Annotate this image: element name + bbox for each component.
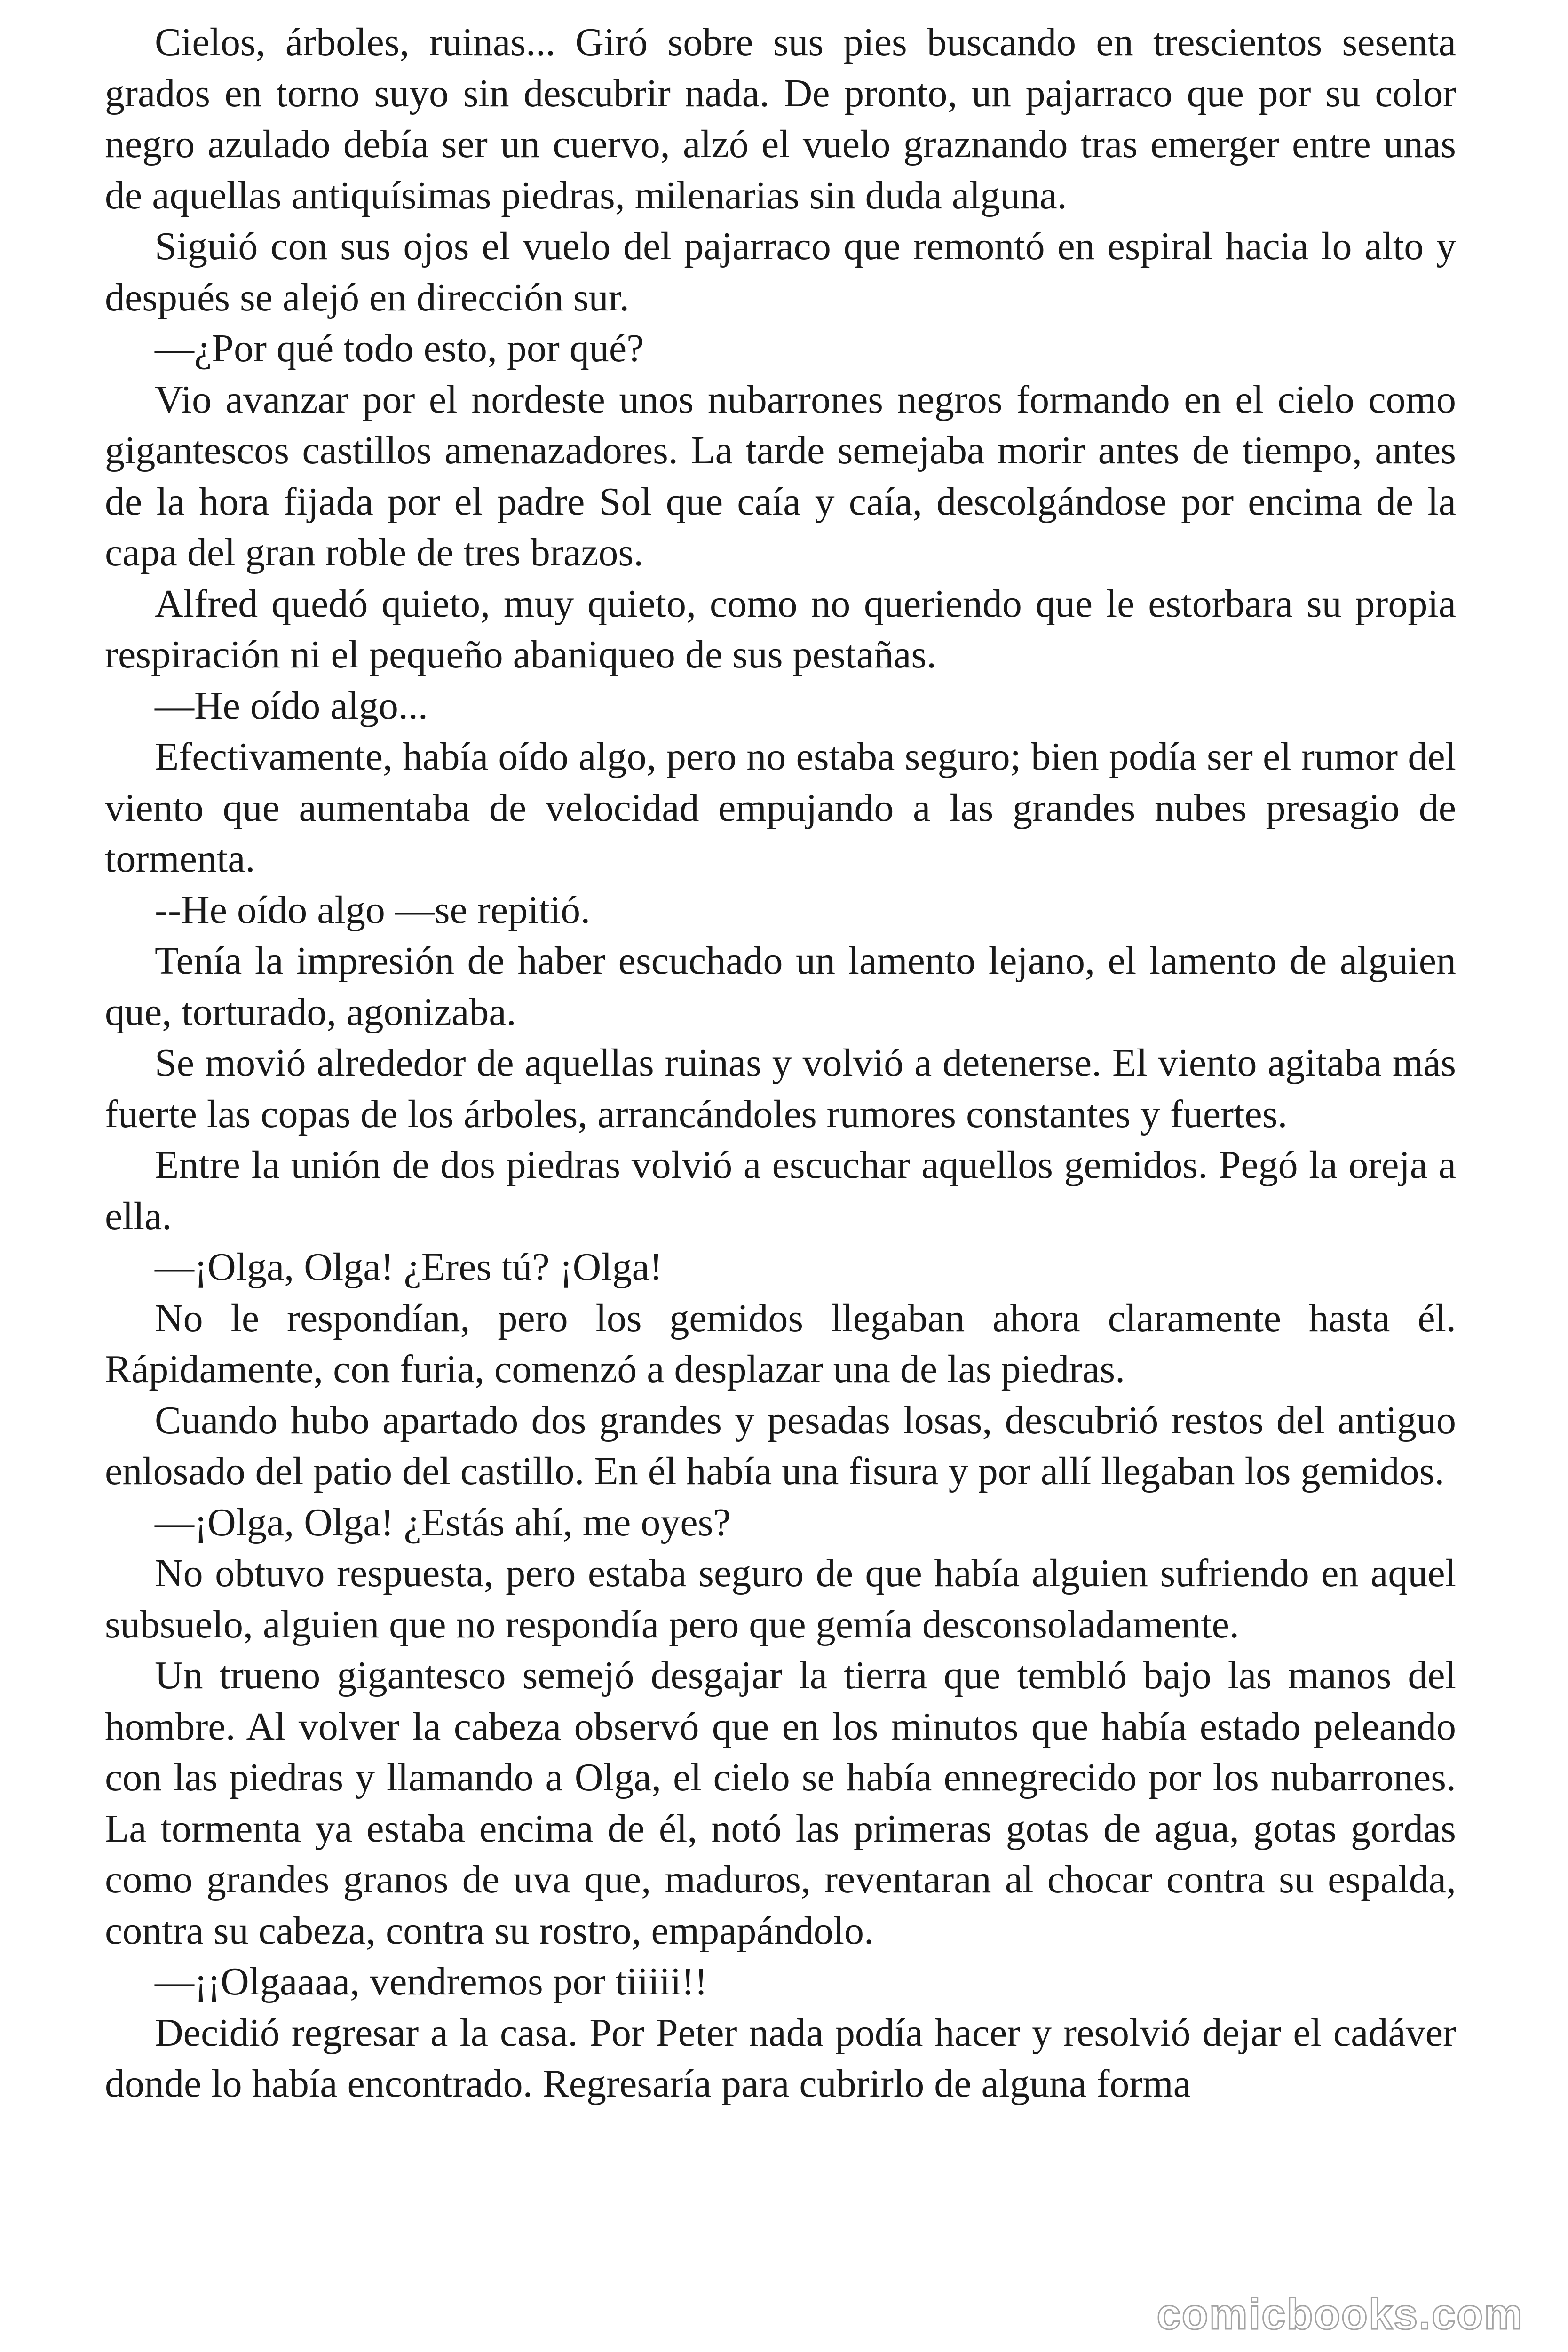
dialogue-line: —¡¡Olgaaaa, vendremos por tiiiii!! (155, 1960, 708, 2003)
page-text-body (105, 17, 1456, 2110)
paragraph: Alfred quedó quieto, muy quieto, como no queriendo que le estorbara su propia respiración ni el pequeño abaniqueo de sus pestañas. (105, 581, 1456, 676)
paragraph: Entre la unión de dos piedras volvió a escuchar aquellos gemidos. Pegó la oreja a ella. (105, 1143, 1456, 1238)
dialogue-line: —He oído algo... (155, 683, 428, 728)
paragraph: Vio avanzar por el nordeste unos nubarrones negros formando en el cielo como gigantescos castillos amenazadores. La tarde semejaba morir antes de tiempo, antes de la hora fijada por el padre Sol que caía y caía, descolgándose por encima de la capa del gran roble de tres brazos. (105, 377, 1456, 574)
dialogue-line: —¡Olga, Olga! ¿Eres tú? ¡Olga! (155, 1245, 663, 1289)
paragraph: Un trueno gigantesco semejó desgajar la tierra que tembló bajo las manos del hombre. Al volver la cabeza observó que en los minutos que había estado peleando con las piedras y llamando a Olga, el cielo se había ennegrecido por los nubarrones. La tormenta ya estaba encima de él, notó las primeras gotas de agua, gotas gordas como grandes granos de uva que, maduros, reventaran al chocar contra su espalda, contra su cabeza, contra su rostro, empapándolo. (105, 1653, 1456, 1953)
dialogue-line: --He oído algo —se repitió. (155, 888, 591, 932)
dialogue-line: —¿Por qué todo esto, por qué? (155, 326, 644, 370)
paragraph: Efectivamente, había oído algo, pero no estaba seguro; bien podía ser el rumor del viento que aumentaba de velocidad empujando a las grandes nubes presagio de tormenta. (105, 735, 1456, 881)
watermark-logo: comicbooks.com (1156, 2290, 1523, 2338)
dialogue-line: —¡Olga, Olga! ¿Estás ahí, me oyes? (155, 1500, 731, 1544)
paragraph: No obtuvo respuesta, pero estaba seguro de que había alguien sufriendo en aquel subsuelo, alguien que no respondía pero que gemía desconsoladamente. (105, 1551, 1456, 1646)
paragraph: Tenía la impresión de haber escuchado un lamento lejano, el lamento de alguien que, torturado, agonizaba. (105, 939, 1456, 1034)
paragraph: Siguió con sus ojos el vuelo del pajarraco que remontó en espiral hacia lo alto y después se alejó en dirección sur. (105, 224, 1456, 319)
paragraph: Cielos, árboles, ruinas... Giró sobre sus pies buscando en trescientos sesenta grados en torno suyo sin descubrir nada. De pronto, un pajarraco que por su color negro azulado debía ser un cuervo, alzó el vuelo graznando tras emerger entre unas de aquellas antiquísimas piedras, milenarias sin duda alguna. (105, 20, 1456, 217)
paragraph: Cuando hubo apartado dos grandes y pesadas losas, descubrió restos del antiguo enlosado del patio del castillo. En él había una fisura y por allí llegaban los gemidos. (105, 1398, 1456, 1493)
paragraph: Decidió regresar a la casa. Por Peter nada podía hacer y resolvió dejar el cadáver donde lo había encontrado. Regresaría para cubrirlo de alguna forma (105, 2010, 1456, 2106)
paragraph: Se movió alrededor de aquellas ruinas y volvió a detenerse. El viento agitaba más fuerte las copas de los árboles, arrancándoles rumores constantes y fuertes. (105, 1041, 1456, 1136)
paragraph: No le respondían, pero los gemidos llegaban ahora claramente hasta él. Rápidamente, con furia, comenzó a desplazar una de las piedras. (105, 1296, 1456, 1391)
